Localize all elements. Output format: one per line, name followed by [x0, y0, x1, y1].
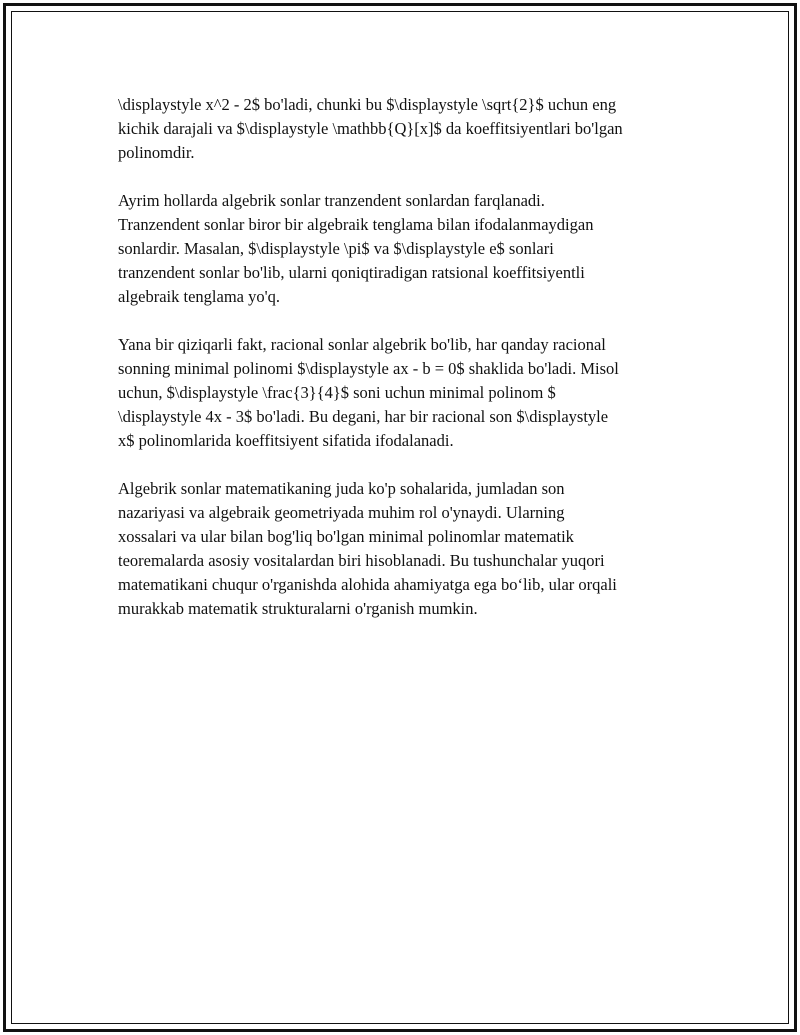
paragraph-transcendental-numbers: Ayrim hollarda algebrik sonlar tranzendent sonlardan farqlanadi. Tranzendent sonlar biror bir algebraik tenglama bilan ifodalanmaydigan sonlardir. Masalan, $\displaystyle \pi$ va $\displaystyle e$ sonlari tranzendent sonlar bo'lib, ularni qoniqtiradigan ratsional koeffitsiyentli algebraik tenglama yo'q.: [118, 191, 594, 306]
paragraph-minimal-polynomial-sqrt2: \displaystyle x^2 - 2$ bo'ladi, chunki bu $\displaystyle \sqrt{2}$ uchun eng kichik darajali va $\displaystyle \mathbb{Q}[x]$ da koeffitsiyentlari bo'lgan polinomdir.: [118, 95, 623, 162]
document-body: [118, 93, 688, 645]
paragraph-rational-numbers: Yana bir qiziqarli fakt, racional sonlar algebrik bo'lib, har qanday racional sonning minimal polinomi $\displaystyle ax - b = 0$ shaklida bo'ladi. Misol uchun, $\displaystyle \frac{3}{4}$ soni uchun minimal polinom $ \displaystyle 4x - 3$ bo'ladi. Bu degani, har bir racional son $\displaystyle x$ polinomlarida koeffitsiyent sifatida ifodalanadi.: [118, 335, 619, 450]
paragraph-applications: Algebrik sonlar matematikaning juda ko'p sohalarida, jumladan son nazariyasi va algebraik geometriyada muhim rol o'ynaydi. Ularning xossalari va ular bilan bog'liq bo'lgan minimal polinomlar matematik teoremalarda asosiy vositalardan biri hisoblanadi. Bu tushunchalar yuqori matematikani chuqur o'rganishda alohida ahamiyatga ega bo‘lib, ular orqali murakkab matematik strukturalarni o'rganish mumkin.: [118, 479, 617, 618]
